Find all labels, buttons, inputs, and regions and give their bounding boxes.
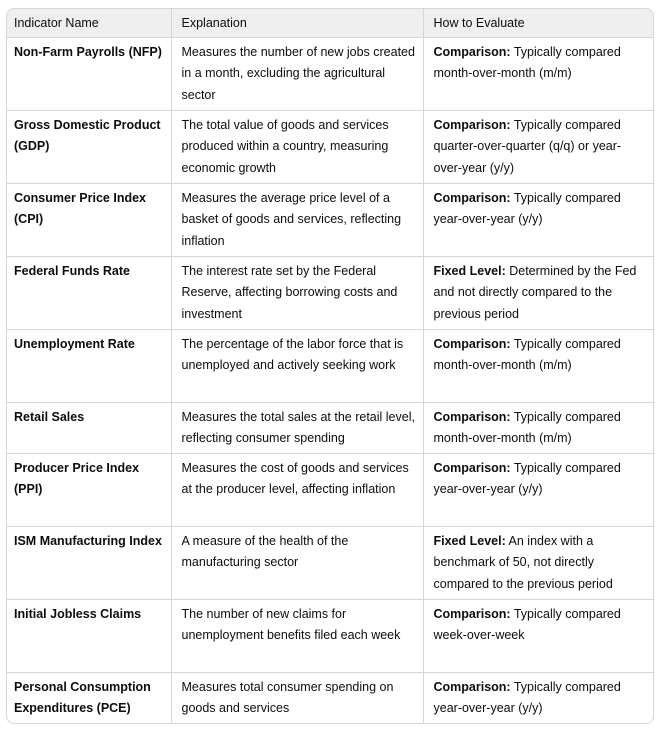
table-row [7, 329, 653, 402]
table-row [7, 526, 653, 599]
header-row [7, 9, 653, 37]
explanation-cell: Measures the number of new jobs created in a month, excluding the agricultural sector [171, 37, 423, 110]
explanation-cell: The percentage of the labor force that is unemployed and actively seeking work [171, 329, 423, 402]
explanation-cell: Measures the average price level of a basket of goods and services, reflecting inflation [171, 183, 423, 256]
table-row [7, 37, 653, 110]
indicator-name-cell: Consumer Price Index (CPI) [7, 183, 171, 256]
header-how-to-evaluate: How to Evaluate [423, 9, 653, 37]
indicator-name-cell: Non-Farm Payrolls (NFP) [7, 37, 171, 110]
evaluation-text: Typically compared month-over-month (m/m) [433, 44, 621, 80]
evaluation-type: Comparison: [433, 336, 511, 351]
evaluation-text: Typically compared month-over-month (m/m) [433, 409, 621, 445]
table-row [7, 402, 653, 453]
table-row [7, 183, 653, 256]
evaluation-cell [423, 453, 653, 526]
indicator-name-cell: Gross Domestic Product (GDP) [7, 110, 171, 183]
indicator-name-cell: Unemployment Rate [7, 329, 171, 402]
evaluation-cell [423, 329, 653, 402]
table-row [7, 599, 653, 672]
evaluation-cell [423, 256, 653, 329]
evaluation-cell [423, 526, 653, 599]
evaluation-text: Typically compared year-over-year (y/y) [433, 460, 621, 496]
evaluation-type: Comparison: [433, 117, 511, 132]
evaluation-cell [423, 402, 653, 453]
indicator-name-cell: Federal Funds Rate [7, 256, 171, 329]
indicator-name-cell: Personal Consumption Expenditures (PCE) [7, 672, 171, 723]
explanation-cell: Measures the cost of goods and services at the producer level, affecting inflation [171, 453, 423, 526]
indicator-name-cell: Producer Price Index (PPI) [7, 453, 171, 526]
evaluation-type: Fixed Level: [433, 533, 506, 548]
evaluation-type: Comparison: [433, 460, 511, 475]
evaluation-cell [423, 672, 653, 723]
evaluation-text: Determined by the Fed and not directly compared to the previous period [433, 263, 637, 321]
evaluation-type: Comparison: [433, 190, 511, 205]
evaluation-text: Typically compared month-over-month (m/m) [433, 336, 621, 372]
evaluation-text: Typically compared week-over-week [433, 606, 621, 642]
table-row [7, 110, 653, 183]
indicator-name-cell: Retail Sales [7, 402, 171, 453]
explanation-cell: Measures total consumer spending on goods and services [171, 672, 423, 723]
explanation-cell: The number of new claims for unemployment benefits filed each week [171, 599, 423, 672]
indicators-table-container [6, 8, 654, 724]
evaluation-type: Comparison: [433, 44, 511, 59]
table-row [7, 672, 653, 723]
header-explanation: Explanation [171, 9, 423, 37]
explanation-cell: A measure of the health of the manufacturing sector [171, 526, 423, 599]
table-row [7, 256, 653, 329]
evaluation-type: Fixed Level: [433, 263, 506, 278]
explanation-cell: The total value of goods and services produced within a country, measuring economic growth [171, 110, 423, 183]
evaluation-cell [423, 599, 653, 672]
indicator-name-cell: ISM Manufacturing Index [7, 526, 171, 599]
explanation-cell: Measures the total sales at the retail level, reflecting consumer spending [171, 402, 423, 453]
evaluation-type: Comparison: [433, 679, 511, 694]
table-body [7, 37, 653, 723]
evaluation-type: Comparison: [433, 606, 511, 621]
economic-indicators-table [7, 9, 653, 723]
evaluation-cell [423, 110, 653, 183]
evaluation-type: Comparison: [433, 409, 511, 424]
explanation-cell: The interest rate set by the Federal Reserve, affecting borrowing costs and investment [171, 256, 423, 329]
table-header [7, 9, 653, 37]
evaluation-text: Typically compared year-over-year (y/y) [433, 679, 621, 715]
evaluation-text: Typically compared year-over-year (y/y) [433, 190, 621, 226]
evaluation-cell [423, 37, 653, 110]
evaluation-text: An index with a benchmark of 50, not directly compared to the previous period [433, 533, 613, 591]
evaluation-text: Typically compared quarter-over-quarter (q/q) or year-over-year (y/y) [433, 117, 622, 175]
header-indicator-name: Indicator Name [7, 9, 171, 37]
indicator-name-cell: Initial Jobless Claims [7, 599, 171, 672]
table-row [7, 453, 653, 526]
evaluation-cell [423, 183, 653, 256]
